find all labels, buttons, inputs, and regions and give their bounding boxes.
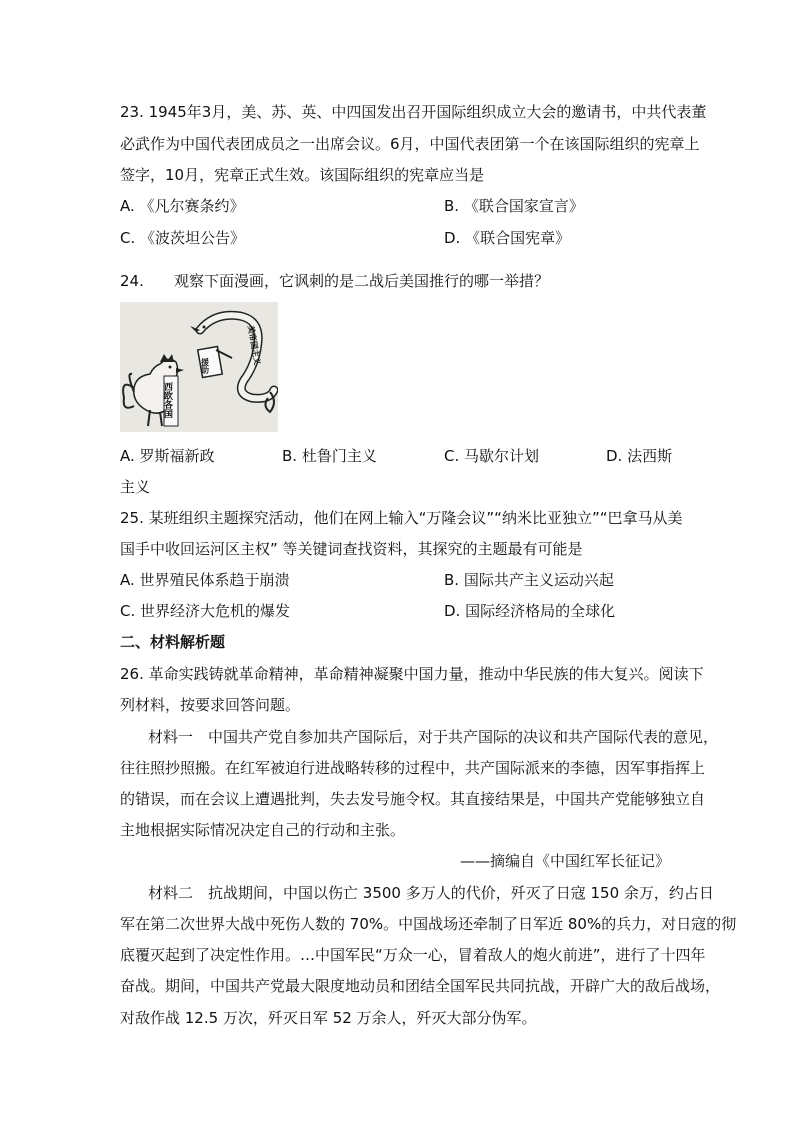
material-2-line-2: 军在第二次世界大战中死伤人数的 70%。中国战场还牵制了日军近 80%的兵力，对日寇的彻 (120, 915, 737, 933)
material-1-line-2: 往往照抄照搬。在红军被迫行进战略转移的过程中，共产国际派来的李德，因军事指挥上 (120, 759, 706, 777)
material-1-line-3: 的错误，而在会议上遭遇批判，失去发号施令权。其直接结果是，中国共产党能够独立自 (120, 790, 706, 808)
q25-option-c: C. 世界经济大危机的爆发 (120, 602, 291, 620)
material-2-line-5: 对敌作战 12.5 万次，歼灭日军 52 万余人，歼灭大部分伪军。 (120, 1009, 537, 1027)
q23-line-3: 签字，10月，宪章正式生效。该国际组织的宪章应当是 (120, 166, 485, 184)
q26-line-2: 列材料，按要求回答问题。 (120, 696, 301, 714)
q25-option-d: D. 国际经济格局的全球化 (444, 602, 616, 620)
cartoon-image (120, 302, 278, 432)
q23-option-a: A. 《凡尔赛条约》 (120, 197, 245, 215)
q23-line-1: 23. 1945年3月，美、苏、英、中四国发出召开国际组织成立大会的邀请书，中共代表董 (120, 103, 707, 121)
cartoon-bag-label: 援助 (200, 358, 210, 374)
q26-line-1: 26. 革命实践铸就革命精神，革命精神凝聚中国力量，推动中华民族的伟大复兴。阅读下 (120, 665, 704, 683)
q24-option-c: C. 马歇尔计划 (444, 447, 540, 465)
q25-line-1: 25. 某班组织主题探究活动，他们在网上输入“万隆会议”“纳米比亚独立”“巴拿马从美 (120, 509, 683, 527)
q23-option-b: B. 《联合国家宣言》 (444, 197, 584, 215)
q24-number: 24. (120, 272, 144, 290)
q24-option-b: B. 杜鲁门主义 (282, 447, 377, 465)
q25-option-a: A. 世界殖民体系趋于崩溃 (120, 571, 290, 589)
q25-option-b: B. 国际共产主义运动兴起 (444, 571, 614, 589)
cartoon-snake-label: 美帝国主义 (246, 324, 262, 366)
material-2-line-3: 底覆灭起到了决定性作用。…中国军民“万众一心，冒着敌人的炮火前进”，进行了十四年 (120, 946, 706, 964)
q23-option-d: D. 《联合国宪章》 (444, 229, 571, 247)
q24-option-d-wrap: 主义 (120, 478, 151, 496)
material-1-line-4: 主地根据实际情况决定自己的行动和主张。 (120, 821, 406, 839)
q24-option-a: A. 罗斯福新政 (120, 447, 215, 465)
q24-stem: 观察下面漫画，它讽刺的是二战后美国推行的哪一举措？ (174, 272, 550, 290)
q23-line-2: 必武作为中国代表团成员之一出席会议。6月，中国代表团第一个在该国际组织的宪章上 (120, 135, 700, 153)
q25-line-2: 国手中收回运河区主权” 等关键词查找资料，其探究的主题最有可能是 (120, 540, 583, 558)
material-1-line-1: 材料一 中国共产党自参加共产国际后，对于共产国际的决议和共产国际代表的意见， (148, 728, 719, 746)
material-2-line-1: 材料二 抗战期间，中国以伤亡 3500 多万人的代价，歼灭了日寇 150 余万，约占日 (148, 884, 714, 902)
q24-option-d: D. 法西斯 (606, 447, 673, 465)
q23-option-c: C. 《波茨坦公告》 (120, 229, 246, 247)
material-1-source: ——摘编自《中国红军长征记》 (459, 852, 670, 870)
cartoon-rooster-label: 西欧各国 (162, 382, 172, 418)
section-2-title: 二、材料解析题 (120, 633, 226, 651)
material-2-line-4: 奋战。期间，中国共产党最大限度地动员和团结全国军民共同抗战，开辟广大的敌后战场， (120, 977, 721, 995)
